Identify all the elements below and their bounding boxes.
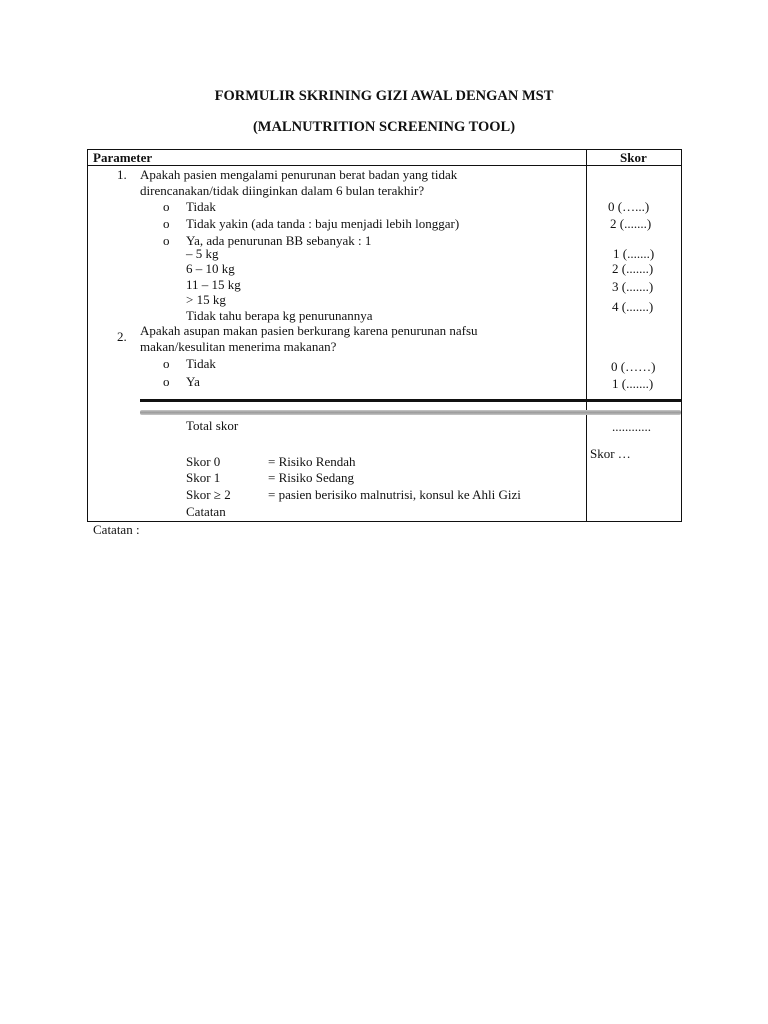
form-title: FORMULIR SKRINING GIZI AWAL DENGAN MST bbox=[214, 88, 554, 104]
header-parameter: Parameter bbox=[93, 150, 153, 165]
q1-range-2: 6 – 10 kg bbox=[186, 261, 235, 276]
q1-score-tidak-yakin: 2 (.......) bbox=[610, 216, 652, 231]
q1-range-4: > 15 kg bbox=[186, 292, 226, 307]
legend-label-2: Skor ≥ 2 bbox=[186, 487, 231, 502]
header-skor: Skor bbox=[620, 150, 647, 165]
total-skor-value: ............ bbox=[612, 419, 651, 434]
q1-score-range-1: 1 (.......) bbox=[613, 246, 655, 261]
q2-option-ya: Ya bbox=[186, 374, 200, 389]
q1-score-tidak: 0 (…...) bbox=[608, 199, 650, 214]
table-top-border bbox=[87, 149, 682, 150]
q2-text-line2: makan/kesulitan menerima makanan? bbox=[140, 339, 337, 354]
q2-score-ya: 1 (.......) bbox=[612, 376, 654, 391]
q1-number: 1. bbox=[117, 167, 127, 182]
separator-shadow bbox=[140, 410, 681, 415]
legend-desc-1: = Risiko Sedang bbox=[268, 470, 355, 485]
catatan-footer: Catatan : bbox=[93, 522, 140, 537]
q1-score-range-3: 3 (.......) bbox=[612, 279, 654, 294]
q2-score-tidak: 0 (……) bbox=[611, 359, 656, 374]
skor-result: Skor … bbox=[590, 446, 631, 461]
form-subtitle: (MALNUTRITION SCREENING TOOL) bbox=[252, 119, 516, 135]
q2-option-tidak: Tidak bbox=[186, 356, 216, 371]
legend-desc-0: = Risiko Rendah bbox=[268, 454, 356, 469]
q2-text-line1: Apakah asupan makan pasien berkurang karena penurunan nafsu bbox=[140, 323, 478, 338]
table-right-border bbox=[681, 149, 682, 522]
q1-score-range-4: 4 (.......) bbox=[612, 299, 654, 314]
table-column-divider bbox=[586, 149, 587, 522]
legend-label-0: Skor 0 bbox=[186, 454, 221, 469]
bullet-icon: o bbox=[163, 374, 170, 389]
q1-option-tidak-yakin: Tidak yakin (ada tanda : baju menjadi lebih longgar) bbox=[186, 216, 460, 231]
q1-tidak-tahu: Tidak tahu berapa kg penurunannya bbox=[186, 308, 373, 323]
q2-number: 2. bbox=[117, 329, 127, 344]
total-skor-label: Total skor bbox=[186, 418, 239, 433]
total-separator bbox=[140, 399, 681, 402]
legend-label-1: Skor 1 bbox=[186, 470, 221, 485]
bullet-icon: o bbox=[163, 233, 170, 248]
bullet-icon: o bbox=[163, 216, 170, 231]
q1-text-line1: Apakah pasien mengalami penurunan berat badan yang tidak bbox=[140, 167, 458, 182]
table-header-divider bbox=[87, 165, 682, 166]
bullet-icon: o bbox=[163, 199, 170, 214]
bullet-icon: o bbox=[163, 356, 170, 371]
legend-desc-2: = pasien berisiko malnutrisi, konsul ke Ahli Gizi bbox=[268, 487, 521, 502]
table-left-border bbox=[87, 149, 88, 522]
q1-text-line2: direncanakan/tidak diinginkan dalam 6 bulan terakhir? bbox=[140, 183, 425, 198]
q1-option-ya: Ya, ada penurunan BB sebanyak : 1 bbox=[186, 233, 372, 248]
catatan-inner: Catatan bbox=[186, 504, 226, 519]
q1-range-3: 11 – 15 kg bbox=[186, 277, 241, 292]
q1-score-range-2: 2 (.......) bbox=[612, 261, 654, 276]
q1-range-1: – 5 kg bbox=[186, 246, 219, 261]
q1-option-tidak: Tidak bbox=[186, 199, 216, 214]
table-bottom-border bbox=[87, 521, 682, 522]
